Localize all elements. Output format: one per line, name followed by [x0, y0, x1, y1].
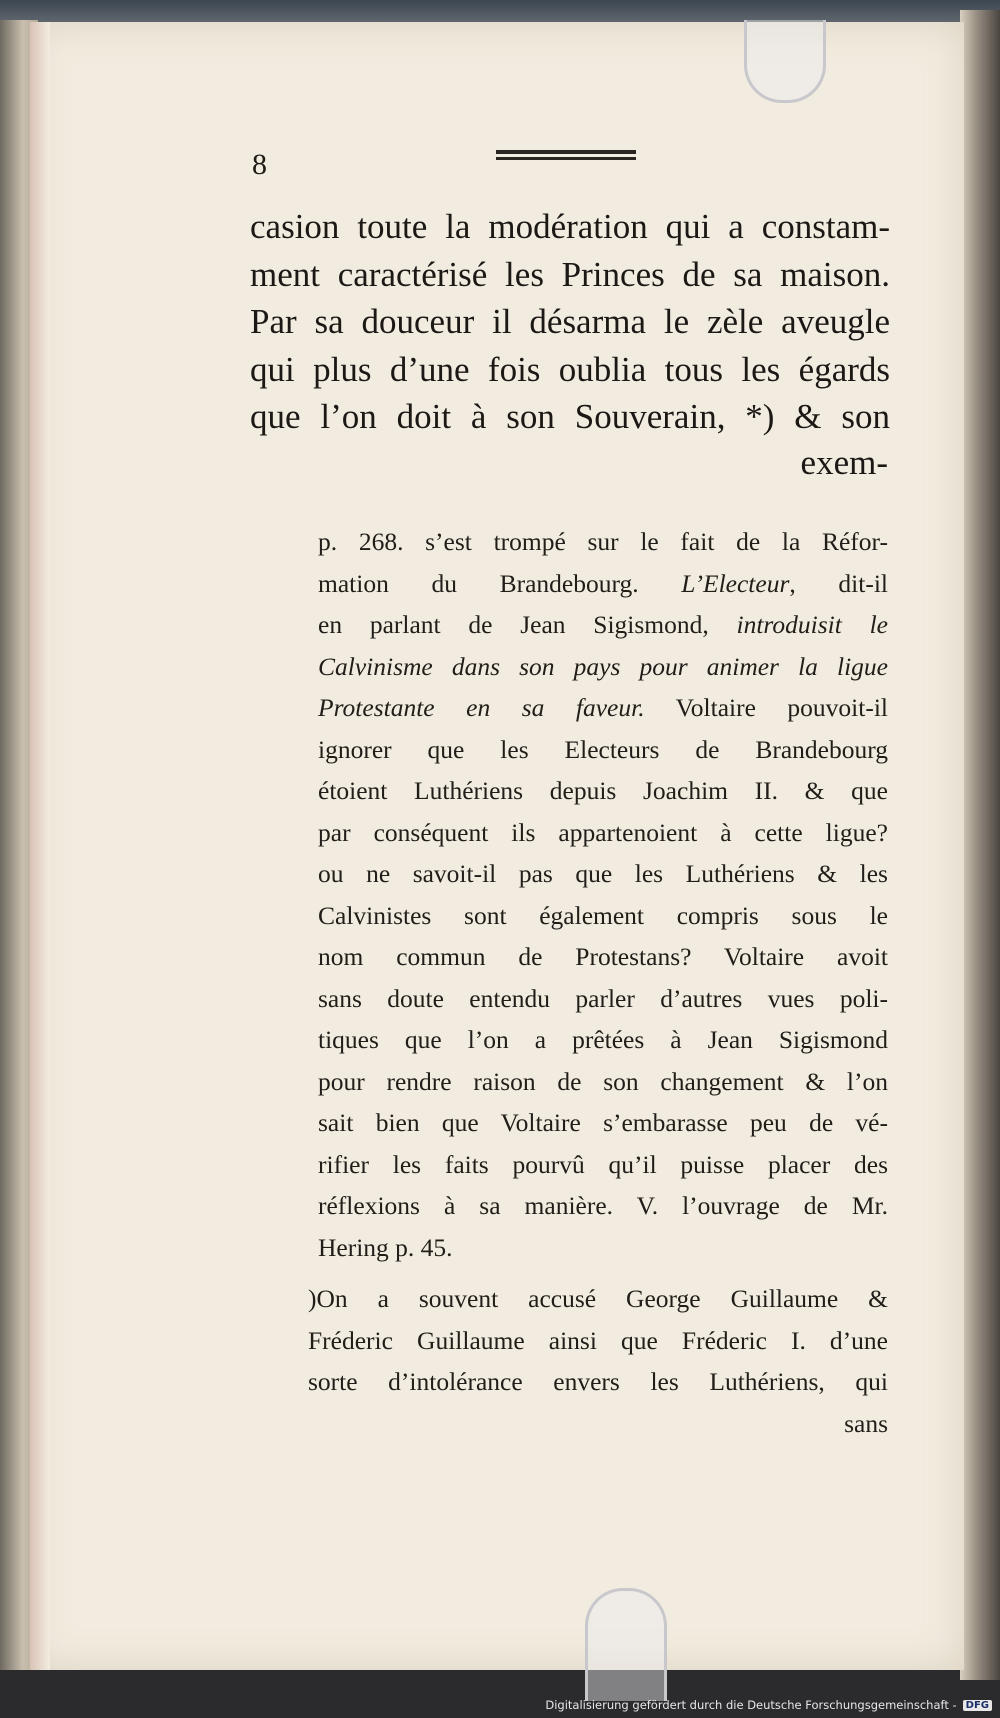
main-line: ment caractérisé les Princes de sa maison.	[250, 254, 890, 294]
note-line: réflexions à sa manière. V. l’ouvrage de Mr.	[318, 1191, 888, 1220]
main-catchword: exem-	[800, 443, 888, 482]
note2-line: )On a souvent accusé George Guillaume &	[308, 1284, 888, 1313]
note-line: étoient Luthériens depuis Joachim II. & que	[318, 776, 888, 805]
credit-text: Digitalisierung gefördert durch die Deutsche Forschungsgemeinschaft -	[545, 1698, 957, 1712]
note-line: nom commun de Protestans? Voltaire avoit	[318, 942, 888, 971]
page-number: 8	[252, 148, 267, 181]
note-line: sans doute entendu parler d’autres vues poli-	[318, 983, 888, 1013]
note-line: p. 268. s’est trompé sur le fait de la Réfor-	[318, 527, 888, 556]
book-right-edge	[960, 10, 1000, 1680]
page-gutter	[30, 22, 50, 1670]
page-clip-bottom	[585, 1588, 667, 1701]
page-clip-top	[744, 20, 826, 103]
note-line	[318, 646, 888, 688]
note-line: Hering p. 45.	[318, 1232, 453, 1262]
note-line: rifier les faits pourvû qu’il puisse placer des	[318, 1149, 888, 1179]
note2-line: sorte d’intolérance envers les Luthériens, qui	[308, 1367, 888, 1396]
main-line: qui plus d’une fois oublia tous les égards	[250, 349, 890, 389]
note-italic: Calvinisme dans son pays pour animer la ligue	[318, 651, 888, 681]
note2-catchword: sans	[844, 1408, 888, 1438]
note-line: ou ne savoit-il pas que les Luthériens & les	[318, 859, 888, 888]
main-line: Par sa douceur il désarma le zèle aveugle	[250, 302, 890, 341]
main-line: casion toute la modération qui a constam-	[250, 207, 890, 246]
note-line	[318, 604, 888, 646]
note-line	[318, 563, 888, 605]
main-line: que l’on doit à son Souverain, *) & son	[250, 397, 890, 436]
note-text: , dit-il	[789, 568, 888, 598]
note-italic: L’Electeur	[681, 568, 790, 598]
note-line	[318, 687, 888, 729]
note-text: Voltaire pouvoit-il	[644, 693, 888, 722]
note-italic: Protestante en sa faveur.	[318, 693, 645, 722]
note-line: Calvinistes sont également compris sous le	[318, 900, 888, 930]
digitization-credit	[545, 1696, 992, 1714]
note-line: par conséquent ils appartenoient à cette ligue?	[318, 817, 888, 847]
note-italic: introduisit le	[736, 610, 888, 639]
note-line: pour rendre raison de son changement & l’on	[318, 1066, 888, 1096]
note-line: sait bien que Voltaire s’embarasse peu de vé-	[318, 1108, 888, 1137]
note-line: tiques que l’on a prêtées à Jean Sigismond	[318, 1025, 888, 1054]
main-text-block	[250, 203, 890, 441]
dfg-logo[interactable]: DFG	[963, 1700, 992, 1711]
note-line: ignorer que les Electeurs de Brandebourg	[318, 734, 888, 764]
note2-line: Fréderic Guillaume ainsi que Fréderic I. d’une	[308, 1325, 888, 1355]
note-text: mation du Brandebourg.	[318, 568, 639, 598]
header-ornament	[496, 150, 636, 162]
footnote-block	[318, 521, 888, 1268]
footnote-asterisk	[308, 1278, 888, 1444]
note-text: en parlant de Jean Sigismond,	[318, 610, 709, 639]
